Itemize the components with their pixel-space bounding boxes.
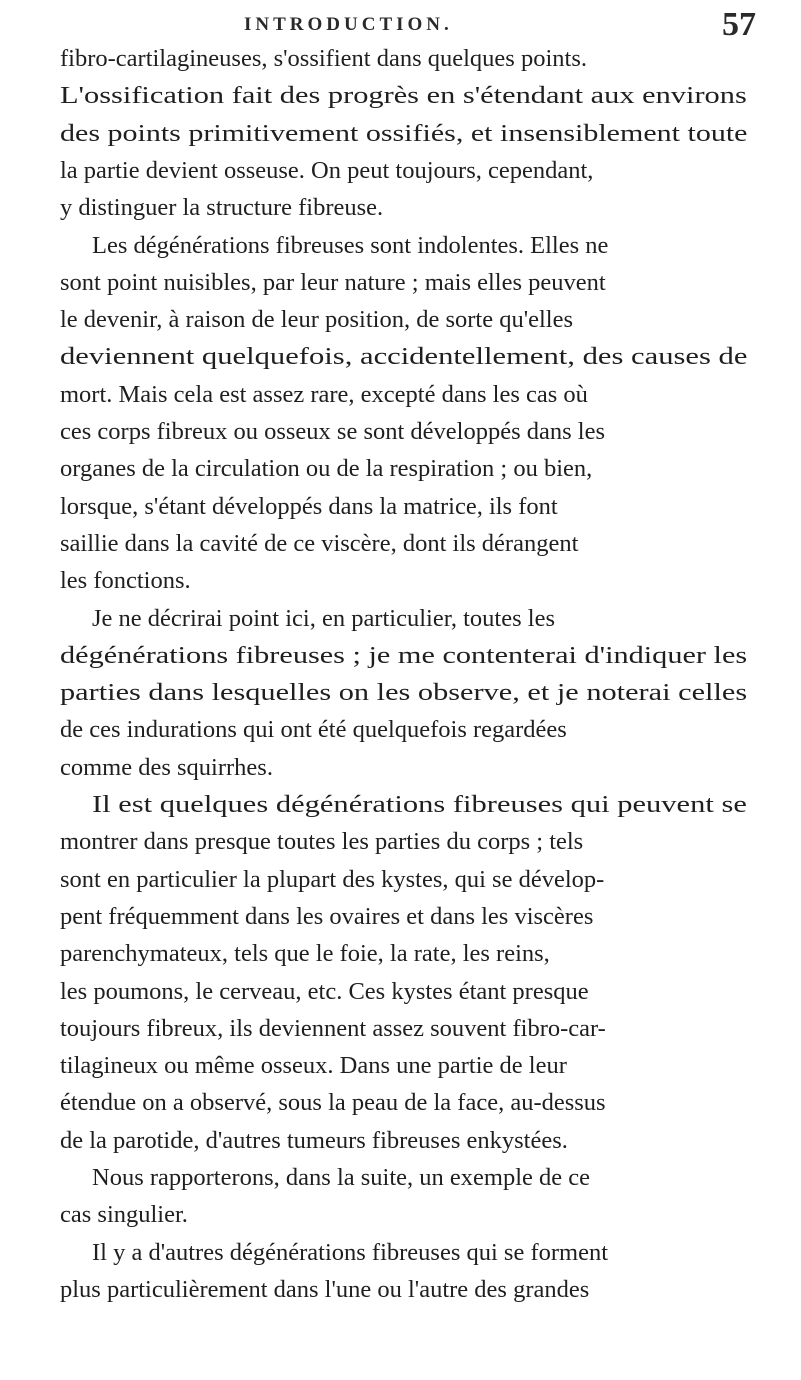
text-line: L'ossification fait des progrès en s'étendant aux environs [60,82,747,110]
text-line: pent fréquemment dans les ovaires et dans les viscères [60,902,594,930]
text-line: dégénérations fibreuses ; je me contenterai d'indiquer les [60,641,748,669]
text-line: parenchymateux, tels que le foie, la rate, les reins, [60,940,550,968]
text-line: toujours fibreux, ils deviennent assez souvent fibro-car- [60,1014,606,1042]
text-line: sont en particulier la plupart des kystes, qui se dévelop- [60,865,605,893]
text-line: Il est quelques dégénérations fibreuses qui peuvent se [92,791,747,818]
text-line: organes de la circulation ou de la respiration ; ou bien, [60,455,593,483]
text-line: les poumons, le cerveau, etc. Ces kystes étant presque [60,977,589,1005]
text-line: deviennent quelquefois, accidentellement, des causes de [60,343,748,371]
text-line: les fonctions. [60,567,191,595]
text-line: cas singulier. [60,1201,188,1229]
text-line: mort. Mais cela est assez rare, excepté dans les cas où [60,380,588,408]
text-line: parties dans lesquelles on les observe, et je noterai celles [60,679,748,707]
text-line: Les dégénérations fibreuses sont indolentes. Elles ne [92,231,609,259]
text-line: ces corps fibreux ou osseux se sont développés dans les [60,418,606,445]
text-line: de la parotide, d'autres tumeurs fibreuses enkystées. [60,1126,568,1154]
running-head: INTRODUCTION. [244,14,453,35]
text-line: étendue on a observé, sous la peau de la face, au-dessus [60,1089,606,1117]
text-line: sont point nuisibles, par leur nature ; mais elles peuvent [60,268,606,296]
text-line: lorsque, s'étant développés dans la matrice, ils font [60,492,558,520]
text-line: le devenir, à raison de leur position, de sorte qu'elles [60,306,574,334]
text-line: saillie dans la cavité de ce viscère, dont ils dérangent [60,529,579,557]
text-line: comme des squirrhes. [60,753,273,781]
page-number: 57 [722,6,756,43]
text-line: la partie devient osseuse. On peut toujours, cependant, [60,156,594,184]
text-line: montrer dans presque toutes les parties du corps ; tels [60,828,584,856]
text-line: plus particulièrement dans l'une ou l'autre des grandes [60,1275,590,1303]
text-line: Nous rapporterons, dans la suite, un exemple de ce [92,1164,591,1191]
text-line: de ces indurations qui ont été quelquefois regardées [60,716,567,744]
text-line: Il y a d'autres dégénérations fibreuses qui se forment [92,1238,609,1266]
text-line: y distinguer la structure fibreuse. [60,194,384,222]
text-line: des points primitivement ossifiés, et insensiblement toute [60,119,748,147]
text-line: tilagineux ou même osseux. Dans une partie de leur [60,1052,567,1080]
text-line: fibro-cartilagineuses, s'ossifient dans quelques points. [60,45,587,72]
text-line: Je ne décrirai point ici, en particulier, toutes les [92,604,555,632]
